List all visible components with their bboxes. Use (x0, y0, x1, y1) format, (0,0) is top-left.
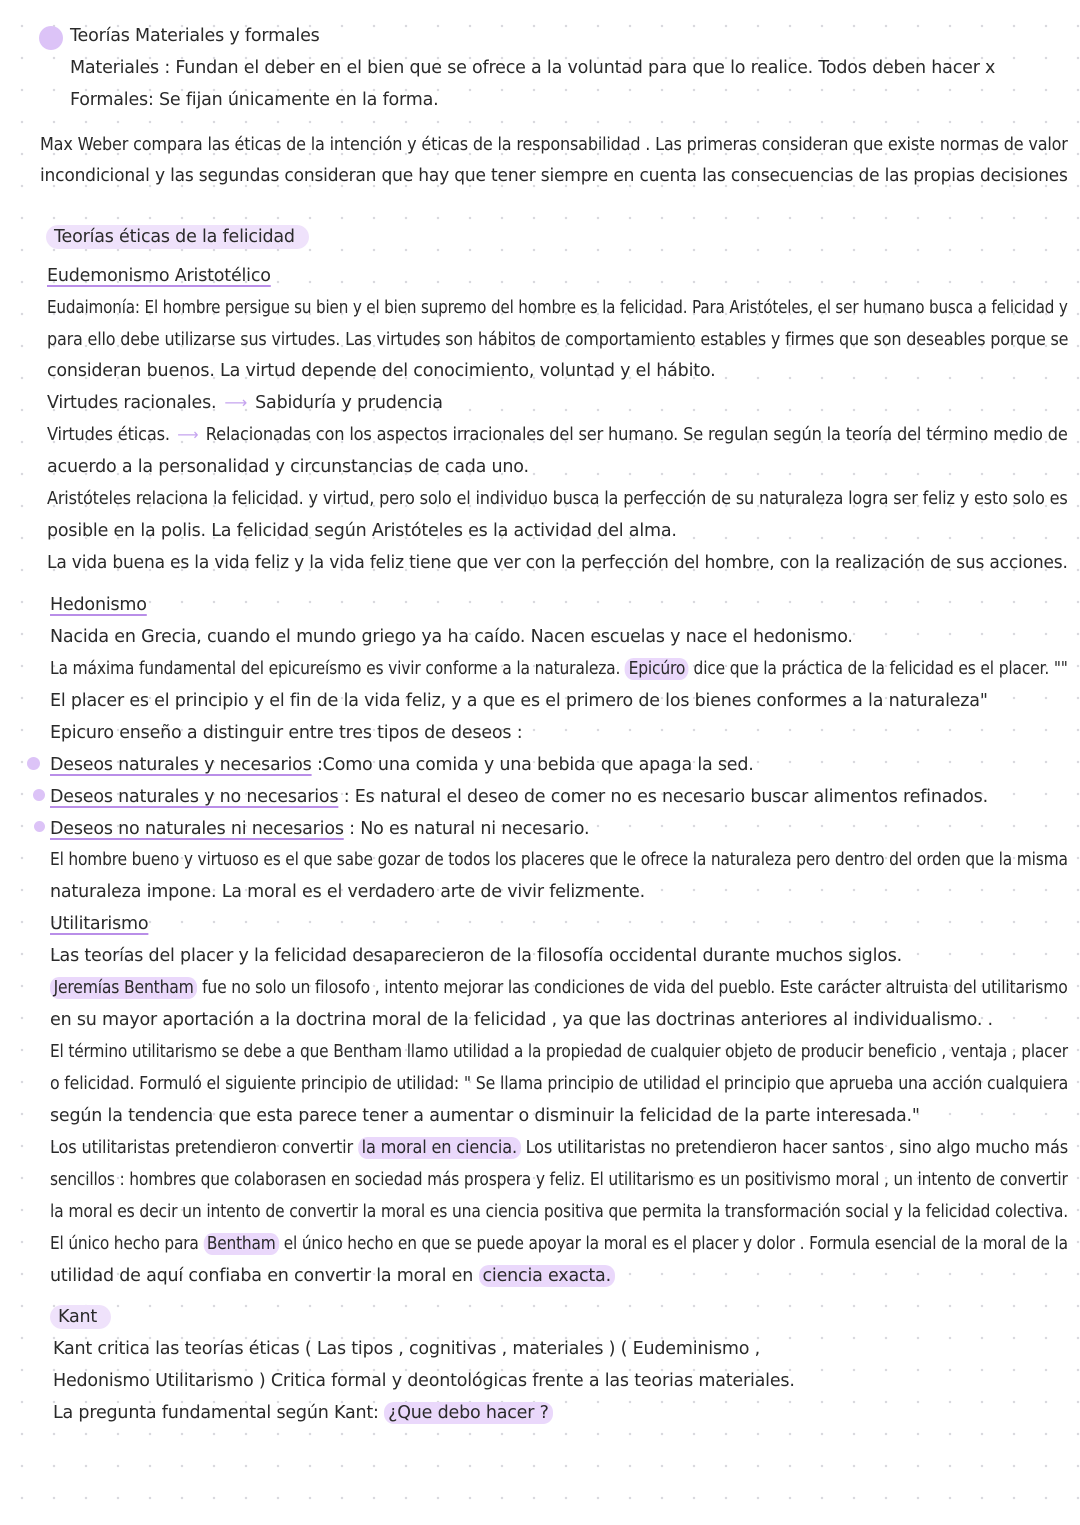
utilitarismo-l10-end: el único hecho en que se puede apoyar la moral es el placer y dolor . Formula esencial de la moral de la (283, 1234, 1068, 1254)
virtudes-eticas (47, 423, 1068, 447)
utilitarismo-l2 (50, 976, 1068, 1000)
utilitarismo-l7-end: Los utilitaristas no pretendieron hacer santos , sino algo mucho más (525, 1138, 1068, 1158)
virtudes-eticas-value: Relacionadas con los aspectos irracionales del ser humano. Se regulan según la teoría del término medio de (205, 425, 1068, 445)
eudemonismo-p1: Eudaimonía: El hombre persigue su bien y el bien supremo del hombre es la felicidad. Para Aristóteles, el ser humano busca a felicidad y (47, 298, 1068, 318)
kant-title (50, 1305, 111, 1329)
utilitarismo-l11 (50, 1264, 615, 1288)
moral-ciencia-highlight: la moral en ciencia. (358, 1137, 521, 1159)
kant-l1: Kant critica las teorías éticas ( Las tipos , cognitivas , materiales ) ( Eudeminismo , (53, 1339, 760, 1359)
utilitarismo-l7 (50, 1136, 1068, 1160)
utilitarismo-l2-text: fue no solo un filosofo , intento mejorar las condiciones de vida del pueblo. Este carácter altruista del utilitarismo (202, 978, 1068, 998)
deseo-1-text: :Como una comida y una bebida que apaga la sed. (316, 755, 754, 775)
utilitarismo-l1: Las teorías del placer y la felicidad desaparecieron de la filosofía occidental durante muchos siglos. (50, 946, 903, 966)
virtudes-racionales-value: Sabiduría y prudencia (255, 393, 443, 413)
virtudes-eticas-label: Virtudes éticas. (47, 425, 170, 445)
utilitarismo-l9: la moral es decir un intento de convertir la moral es una ciencia positiva que permita la transformación social y la felicidad colectiva. (50, 1202, 1069, 1222)
bentham-highlight: Jeremías Bentham (50, 977, 197, 999)
section-bullet (39, 26, 63, 50)
hedonismo-l4: Epicuro enseño a distinguir entre tres tipos de deseos : (50, 723, 523, 743)
virtudes-eticas-cont: acuerdo a la personalidad y circunstancias de cada uno. (47, 457, 529, 477)
eudemonismo-title: Eudemonismo Aristotélico (47, 266, 271, 286)
hedonismo-l1: Nacida en Grecia, cuando el mundo griego ya ha caído. Nacen escuelas y nace el hedonismo. (50, 627, 853, 647)
section-title-materiales-formales: Teorías Materiales y formales (70, 26, 320, 46)
deseo-1-label: Deseos naturales y necesarios (50, 755, 312, 775)
hedonismo-l2-end: dice que la práctica de la felicidad es el placer. "" (693, 659, 1068, 679)
eudemonismo-p6: La vida buena es la vida feliz y la vida feliz tiene que ver con la perfección del hombre, con la realización de sus acciones. (47, 553, 1068, 573)
utilitarismo-l10-start: El único hecho para (50, 1234, 199, 1254)
deseo-2-text: : Es natural el deseo de comer no es necesario buscar alimentos refinados. (343, 787, 988, 807)
weber-line-2: incondicional y las segundas consideran que hay que tener siempre en cuenta las consecuencias de las propias decisiones (40, 166, 1068, 186)
hedonismo-title: Hedonismo (50, 595, 147, 615)
utilitarismo-l10 (50, 1232, 1068, 1256)
kant-question-highlight: ¿Que debo hacer ? (384, 1402, 553, 1424)
utilitarismo-l8: sencillos : hombres que colaborasen en sociedad más prospera y feliz. El utilitarismo es un positivismo moral , un intento de convertir (50, 1170, 1068, 1190)
kant-l2: Hedonismo Utilitarismo ) Critica formal y deontológicas frente a las teorias materiales. (53, 1371, 795, 1391)
eudemonismo-p5: posible en la polis. La felicidad según Aristóteles es la actividad del alma. (47, 521, 677, 541)
deseo-1 (50, 753, 754, 777)
epicuro-highlight: Epicúro (625, 658, 689, 680)
deseo-3-label: Deseos no naturales ni necesarios (50, 819, 344, 839)
arrow-right-icon: ⟶ (177, 425, 199, 444)
hedonismo-l3: El placer es el principio y el fin de la vida feliz, y a que es el primero de los bienes conformes a la naturaleza" (50, 691, 988, 711)
virtudes-racionales (47, 391, 443, 415)
utilitarismo-l11-start: utilidad de aquí confiaba en convertir la moral en (50, 1266, 474, 1286)
kant-title-text: Kant (50, 1305, 111, 1329)
deseo-3-text: : No es natural ni necesario. (349, 819, 590, 839)
utilitarismo-l5: o felicidad. Formuló el siguiente principio de utilidad: " Se llama principio de utilidad el principio que aprueba una acción cualquiera (50, 1074, 1069, 1094)
kant-l3 (53, 1401, 553, 1425)
utilitarismo-l4: El término utilitarismo se debe a que Bentham llamo utilidad a la propiedad de cualquier objeto de producir beneficio , ventaja , placer (50, 1042, 1068, 1062)
hedonismo-l2 (50, 657, 1068, 681)
utilitarismo-title: Utilitarismo (50, 914, 149, 934)
hedonismo-l2-text: La máxima fundamental del epicureísmo es vivir conforme a la naturaleza. (50, 659, 621, 679)
utilitarismo-l3: en su mayor aportación a la doctrina moral de la felicidad , ya que las doctrinas anteriores al individualismo. . (50, 1010, 993, 1030)
bullet-dot (33, 789, 45, 801)
bullet-dot (34, 821, 45, 832)
deseo-2-label: Deseos naturales y no necesarios (50, 787, 339, 807)
hedonismo-l6: naturaleza impone. La moral es el verdadero arte de vivir felizmente. (50, 882, 645, 902)
felicidad-title (46, 225, 309, 249)
felicidad-title-text: Teorías éticas de la felicidad (46, 225, 309, 249)
utilitarismo-l7-start: Los utilitaristas pretendieron convertir (50, 1138, 353, 1158)
deseo-2 (50, 785, 988, 809)
arrow-right-icon: ⟶ (224, 393, 248, 412)
kant-l3-start: La pregunta fundamental según Kant: (53, 1403, 379, 1423)
eudemonismo-p3: consideran buenos. La virtud depende del conocimiento, voluntad y el hábito. (47, 361, 716, 381)
deseo-3 (50, 817, 589, 841)
ciencia-exacta-highlight: ciencia exacta. (479, 1265, 615, 1287)
materiales-text: Materiales : Fundan el deber en el bien que se ofrece a la voluntad para que lo realice. Todos deben hacer x (70, 58, 996, 78)
hedonismo-l5: El hombre bueno y virtuoso es el que sabe gozar de todos los placeres que le ofrece la naturaleza pero dentro del orden que la misma (50, 850, 1068, 870)
eudemonismo-p4: Aristóteles relaciona la felicidad. y virtud, pero solo el individuo busca la perfección de su naturaleza logra ser feliz y esto solo es (47, 489, 1068, 509)
formales-text: Formales: Se fijan únicamente en la forma. (70, 90, 439, 110)
virtudes-racionales-label: Virtudes racionales. (47, 393, 217, 413)
eudemonismo-p2: para ello debe utilizarse sus virtudes. Las virtudes son hábitos de comportamiento estables y firmes que son deseables porque se (47, 330, 1069, 350)
bentham-highlight-2: Bentham (203, 1233, 279, 1255)
bullet-dot (27, 757, 40, 770)
weber-line-1: Max Weber compara las éticas de la intención y éticas de la responsabilidad . Las primeras consideran que existe normas de valor (40, 135, 1068, 155)
utilitarismo-l6: según la tendencia que esta parece tener a aumentar o disminuir la felicidad de la parte interesada." (50, 1106, 920, 1126)
